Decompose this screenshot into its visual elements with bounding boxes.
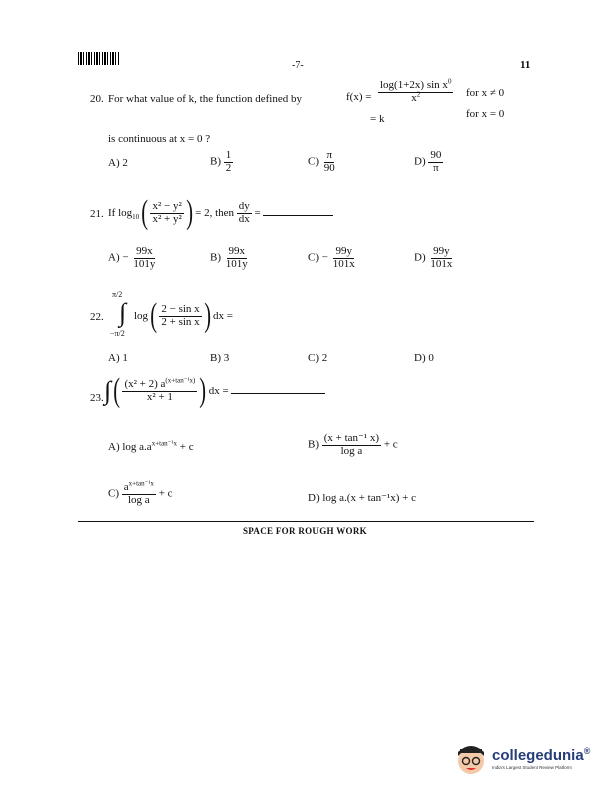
q21-option-b: B) $\frac{99x}{101y}$ (210, 245, 248, 270)
q22-option-d: D) 0 (414, 352, 434, 364)
q20-number: 20. (90, 93, 104, 105)
q20-continuity: is continuous at x = 0 ? (108, 133, 211, 145)
q20-option-d: D) $\frac{90}{\pi}$ (414, 149, 442, 174)
q20-fraction: $\frac{\log(1+2x) \sin x^0}{x^2}$ (380, 77, 452, 104)
q23-option-c: C) $\frac{a^{x+tan^{-1}x}}{\text{log a}}$ + c (108, 479, 173, 506)
page-number: -7- (292, 60, 304, 71)
q20-option-b: B) $\frac{1}{2}$ (210, 149, 232, 174)
q23-number: 23. (90, 392, 104, 404)
q22-upper-limit: π/2 (112, 290, 123, 299)
q23-answer-blank (231, 393, 325, 394)
q22-expression: log( $\frac{\text{2 − sin x}}{\text{2 + sin x}}$ ) dx = (134, 297, 233, 334)
q21-number: 21. (90, 208, 104, 220)
q20-cond1: for x ≠ 0 (466, 87, 505, 99)
q20-option-a: A) 2 (108, 157, 128, 169)
q21-option-c: C) − $\frac{99y}{101x}$ (308, 245, 355, 270)
q21-option-d: D) $\frac{99y}{101x}$ (414, 245, 453, 270)
q23-option-b: B) $\frac{\text{(x + tan⁻¹ x)}}{\text{log a}}$ + c (308, 432, 398, 457)
q20-option-c: C) $\frac{\pi}{90}$ (308, 149, 335, 174)
q22-lower-limit: −π/2 (110, 329, 125, 338)
q23-option-a: A) $\log a.a^{x+tan^{-1}x} + c$ (108, 439, 194, 453)
mascot-icon (452, 740, 490, 778)
q22-option-c: C) 2 (308, 352, 328, 364)
q20-text: For what value of k, the function defined by (108, 93, 302, 105)
integral-sign: ∫ (104, 376, 112, 405)
q22-option-a: A) 1 (108, 352, 128, 364)
q21-statement: If $\log_{10}$( $\frac{\text{x² − y²}}{\text{x² + y²}}$ ) = 2, then $\frac{dy}{dx}$ = (108, 196, 333, 230)
q20-cond2: for x = 0 (466, 108, 505, 120)
rough-work-divider (78, 521, 534, 522)
q20-k-line: = k (370, 113, 385, 125)
q21-answer-blank (263, 215, 333, 216)
rough-work-label: SPACE FOR ROUGH WORK (243, 526, 367, 536)
integral-sign: ∫ (119, 298, 127, 327)
q23-expression: ∫( $\frac{(x^2 + 2) a^{(x+tan^{-1}x)}}{\text{x² + 1}}$ ) dx = (104, 374, 325, 408)
q20-fx: f(x) = (346, 91, 372, 103)
q23-option-d: D) log a.(x + tan⁻¹x) + c (308, 492, 416, 504)
q22-number: 22. (90, 311, 104, 323)
paper-code: 11 (520, 59, 531, 71)
collegedunia-logo: collegedunia® India's Largest Student Review Platform (452, 740, 602, 780)
q22-option-b: B) 3 (210, 352, 230, 364)
barcode (78, 52, 120, 65)
q21-option-a: A) − $\frac{99x}{101y}$ (108, 245, 156, 270)
